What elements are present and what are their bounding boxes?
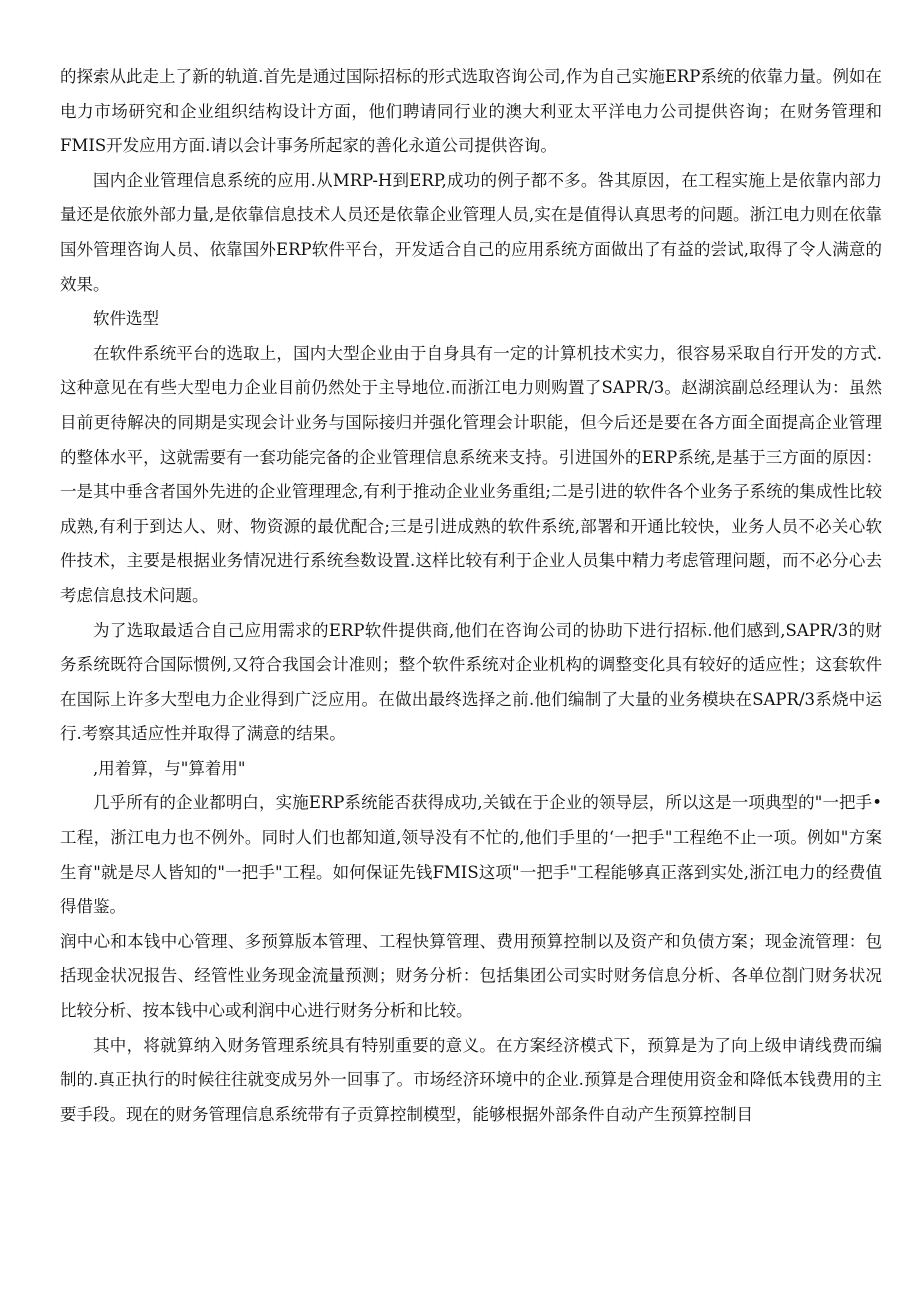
document-body [60, 60, 882, 1132]
section-heading-software-selection: 软件选型 [93, 309, 159, 329]
paragraph-1: 的探索从此走上了新的轨道.首先是通过国际招标的形式选取咨询公司,作为自己实施ERP系统的依靠力量。例如在电力市场研究和企业组织结构设计方面，他们聘请同行业的澳大利亚太平洋电力公司提供咨询；在财务管理和FMIS开发应用方面.请以会计事务所起家的善化永道公司提供咨询。 [60, 67, 882, 156]
paragraph-5: 几乎所有的企业都明白，实施ERP系统能否获得成功,关钺在于企业的领导层，所以这是一项典型的"一把手•工程，浙江电力也不例外。同时人们也都知道,领导没有不忙的,他们手里的‘一把手"工程绝不止一项。例如"方案生育"就是尽人皆知的"一把手"工程。如何保证先钱FMIS这项"一把手"工程能够真正落到实处,浙江电力的经费值得借鉴。 [60, 793, 882, 917]
paragraph-7: 其中，将就算纳入财务管理系统具有特别重要的意义。在方案经济模式下，预算是为了向上级申请线费而编制的.真正执行的时候往往就变成另外一回事了。市场经济环境中的企业.预算是合理使用资金和降低本钱费用的主要手段。现在的财务管理信息系统带有子贡算控制模型，能够根据外部条件自动产生预算控制目 [60, 1035, 882, 1124]
paragraph-2: 国内企业管理信息系统的应用.从MRP-H到ERP,成功的例子都不多。咎其原因，在工程实施上是依靠内部力量还是依旅外部力量,是依靠信息技术人员还是依靠企业管理人员,实在是值得认真思考的问题。浙江电力则在依靠国外管理咨询人员、依靠国外ERP软件平台，开发适合自己的应用系统方面做出了有益的尝试,取得了令人满意的效果。 [60, 170, 882, 294]
paragraph-3: 在软件系统平台的选取上，国内大型企业由于自身具有一定的计算机技术实力，很容易采取自行开发的方式.这种意见在有些大型电力企业目前仍然处于主导地位.而浙江电力则购置了SAPR/3。赵湖滨副总经理认为：虽然目前更待解决的同期是实现会计业务与国际接归并强化管理会计职能，但今后还是要在各方面全面提高企业管理的整体水平，这就需要有一套功能完备的企业管理信息系统来支持。引进国外的ERP系统,是基于三方面的原因：一是其中垂含者国外先进的企业管理理念,有利于推动企业业务重组;二是引进的软件各个业务子系统的集成性比较成熟,有利于到达人、财、物资源的最优配合;三是引进成熟的软件系统,部署和开通比较快，业务人员不必关心软件技术，主要是根据业务情况进行系统叁数设置.这样比较有利于企业人员集中精力考虑管理问题，而不必分心去考虑信息技术问题。 [60, 343, 882, 605]
paragraph-6: 润中心和本钱中心管理、多预算版本管理、工程快算管理、费用预算控制以及资产和负债方案；现金流管理：包括现金状况报告、经管性业务现金流量预测；财务分析：包括集团公司实时财务信息分析、各单位剳门财务状况比较分析、按本钱中心或利润中心进行财务分析和比较。 [60, 931, 882, 1021]
paragraph-4: 为了选取最适合自己应用需求的ERP软件提供商,他们在咨询公司的协助下进行招标.他们感到,SAPR/3的财务系统既符合国际惯例,又符合我国会计准则；整个软件系统对企业机构的调整变化具有较好的适应性；这套软件在国际上许多大型电力企业得到广泛应用。在做出最终选择之前.他们编制了大量的业务模块在SAPR/3系烧中运行.考察其适应性并取得了满意的结果。 [60, 620, 882, 744]
section-heading-budget: ,用着算，与"算着用" [93, 758, 246, 778]
